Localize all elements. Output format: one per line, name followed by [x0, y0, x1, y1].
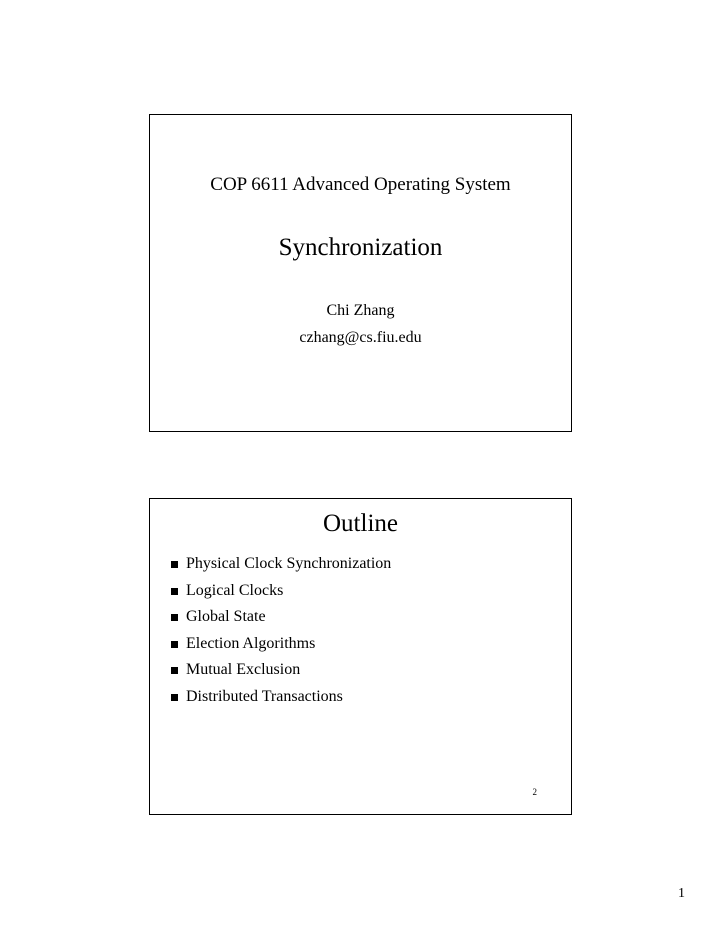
list-item — [171, 578, 391, 605]
outline-list — [171, 551, 391, 711]
outline-title: Outline — [323, 510, 398, 537]
author-email: czhang@cs.fiu.edu — [299, 329, 422, 346]
square-bullet-icon — [171, 641, 178, 648]
list-item-text: Physical Clock Synchronization — [186, 555, 392, 572]
list-item-text: Logical Clocks — [186, 581, 284, 599]
list-item — [171, 551, 391, 578]
square-bullet-icon — [171, 588, 178, 595]
page-number: 1 — [678, 886, 685, 901]
list-item — [171, 631, 391, 658]
list-item — [171, 684, 391, 711]
slide-title: Synchronization — [278, 234, 443, 261]
author-name: Chi Zhang — [326, 302, 395, 319]
list-item-text: Mutual Exclusion — [186, 661, 301, 679]
square-bullet-icon — [171, 561, 178, 568]
square-bullet-icon — [171, 667, 178, 674]
square-bullet-icon — [171, 614, 178, 621]
outline-slide — [149, 498, 572, 815]
slide-number: 2 — [532, 787, 537, 797]
square-bullet-icon — [171, 694, 178, 701]
title-slide — [149, 114, 572, 432]
course-name: COP 6611 Advanced Operating System — [210, 174, 511, 195]
list-item-text: Distributed Transactions — [186, 687, 343, 705]
list-item — [171, 657, 391, 684]
list-item — [171, 604, 391, 631]
list-item-text: Election Algorithms — [186, 634, 316, 652]
list-item-text: Global State — [186, 608, 266, 626]
